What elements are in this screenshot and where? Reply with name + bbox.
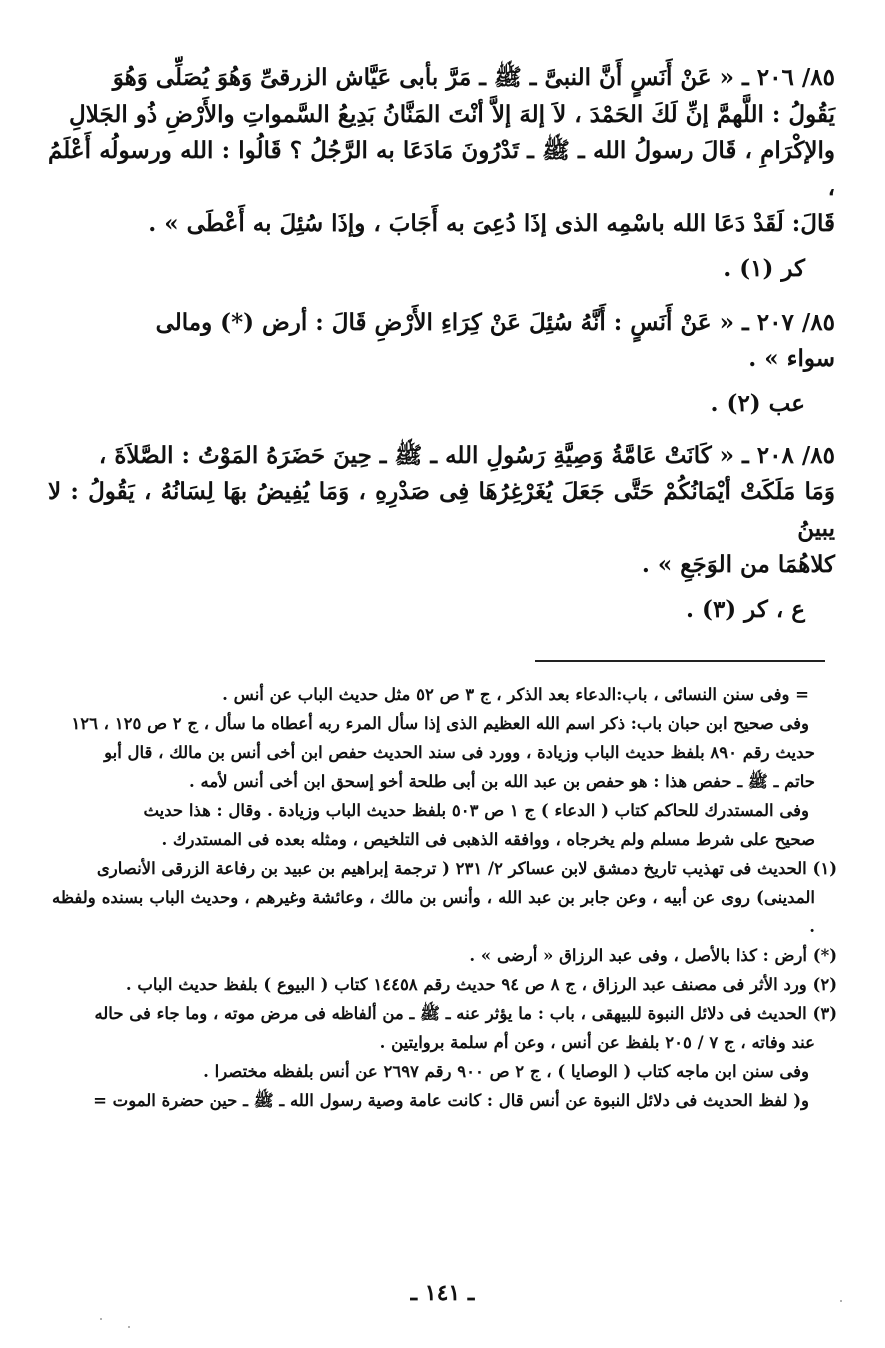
footnote-line: حديث رقم ٨٩٠ بلفظ حديث الباب وزيادة ، وورد فى سند الحديث حفص ابن أخى أنس بن مالك ، قال أبو — [104, 743, 815, 762]
hadith-source: كر (١) . — [723, 254, 805, 282]
hadith-line: وَمَا مَلَكَتْ أيْمَانُكُمْ حَتَّى جَعَلَ يُغَرْغِرُهَا فِى صَدْرِهِ ، وَمَا يُفِيضُ بهَا لِسَانُهُ ، يَقُولُ : لا يبينُ — [48, 478, 835, 542]
footnote-line: (١) الحديث فى تهذيب تاريخ دمشق لابن عساكر ٢/ ٢٣١ ( ترجمة إبراهيم بن عبيد بن رفاعة الزرقى الأنصارى — [96, 859, 837, 878]
footnote-line: (٣) الحديث فى دلائل النبوة للبيهقى ، باب : ما يؤثر عنه ـ ﷺ ـ من ألفاظه فى مرض موته ، وما جاء فى حاله — [94, 1004, 837, 1023]
spacer — [48, 430, 835, 438]
hadith-entry-208 — [48, 438, 835, 636]
hadith-line: كلاهُمَا من الوَجَعِ » . — [641, 551, 835, 578]
scan-speck — [100, 1318, 102, 1320]
footnote-line: = وفى سنن النسائى ، باب:الدعاء بعد الذكر ، ج ٣ ص ٥٢ مثل حديث الباب عن أنس . — [222, 685, 809, 704]
footnotes-section — [52, 680, 837, 1115]
hadith-source: عب (٢) . — [710, 389, 805, 417]
footnote-separator — [535, 660, 825, 662]
footnote-line: حاتم ـ ﷺ ـ حفص هذا : هو حفص بن عبد الله بن أبى طلحة أخو إسحق ابن أخى أنس لأمه . — [188, 772, 815, 791]
hadith-section — [48, 60, 835, 636]
spacer — [48, 295, 835, 305]
hadith-entry-206 — [48, 60, 835, 295]
footnote-line: و( لفظ الحديث فى دلائل النبوة عن أنس قال : كانت عامة وصية رسول الله ـ ﷺ ـ حين حضرة الموت = — [93, 1091, 809, 1110]
hadith-entry-207 — [48, 305, 835, 430]
footnote-line: المدينى) روى عن أبيه ، وعن جابر بن عبد الله ، وأنس بن مالك ، وعائشة وغيرهم ، وحديث الباب بسنده ولفظه . — [52, 888, 815, 936]
hadith-source: ع ، كر (٣) . — [686, 595, 805, 623]
hadith-line: ٨٥/ ٢٠٦ ـ « عَنْ أَنَسٍ أَنَّ النبىَّ ـ ﷺ ـ مَرَّ بأبى عَيَّاش الزرقىِّ وَهُوَ يُصَلِّى وَهُوَ — [112, 64, 835, 91]
page-number: ـ ١٤١ ـ — [410, 1280, 475, 1306]
scan-speck — [128, 1326, 130, 1328]
footnote-line: وفى المستدرك للحاكم كتاب ( الدعاء ) ج ١ ص ٥٠٣ بلفظ حديث الباب وزيادة . وقال : هذا حديث — [143, 801, 809, 820]
hadith-line: سواء » . — [748, 345, 835, 372]
footnote-line: عند وفاته ، ج ٧ / ٢٠٥ بلفظ عن أنس ، وعن أم سلمة بروايتين . — [379, 1033, 815, 1052]
footnote-line: وفى صحيح ابن حبان باب: ذكر اسم الله العظيم الذى إذا سأل المرء ربه أعطاه ما سأل ، ج ٢ ص ١٢٥ ، ١٢٦ — [71, 714, 809, 733]
hadith-line: والإكْرَامِ ، قَالَ رسولُ الله ـ ﷺ ـ تَدْرُونَ مَادَعَا به الرَّجُلُ ؟ قَالُوا : الله ورسولُه أَعْلَمُ ، — [48, 137, 835, 201]
footnote-line: وفى سنن ابن ماجه كتاب ( الوصايا ) ، ج ٢ ص ٩٠٠ رقم ٢٦٩٧ عن أنس بلفظه مختصرا . — [203, 1062, 809, 1081]
scan-speck — [840, 1300, 842, 1302]
footnote-line: (٢) ورد الأثر فى مصنف عبد الرزاق ، ج ٨ ص ٩٤ حديث رقم ١٤٤٥٨ كتاب ( البيوع ) بلفظ حديث الباب . — [125, 975, 837, 994]
hadith-line: ٨٥/ ٢٠٧ ـ « عَنْ أَنَسٍ : أَنَّهُ سُئِلَ عَنْ كِرَاءِ الأَرْضِ قَالَ : أرض (*) ومالى — [155, 308, 835, 336]
footnote-line: صحيح على شرط مسلم ولم يخرجاه ، ووافقه الذهبى فى التلخيص ، ومثله بعده فى المستدرك . — [161, 830, 815, 849]
hadith-line: يَقُولُ : اللَّهمَّ إنِّ لَكَ الحَمْدَ ، لاَ إلهَ إلاَّ أنْتَ المَنَّانُ بَدِيعُ السَّمواتِ والأَرْضِ ذُو الجَلالِ — [69, 100, 835, 128]
hadith-line: ٨٥/ ٢٠٨ ـ « كَانَتْ عَامَّةُ وَصِيَّةِ رَسُولِ الله ـ ﷺ ـ حِينَ حَضَرَهُ المَوْتُ : الصَّلاَةَ ، — [98, 441, 835, 469]
hadith-line: قَالَ: لَقَدْ دَعَا الله باسْمِه الذى إذَا دُعِىَ به أَجَابَ ، وإذَا سُئِلَ به أَعْطَى » . — [148, 210, 835, 237]
footnote-line: (*) أرض : كذا بالأصل ، وفى عبد الرزاق « أرضى » . — [469, 946, 837, 965]
